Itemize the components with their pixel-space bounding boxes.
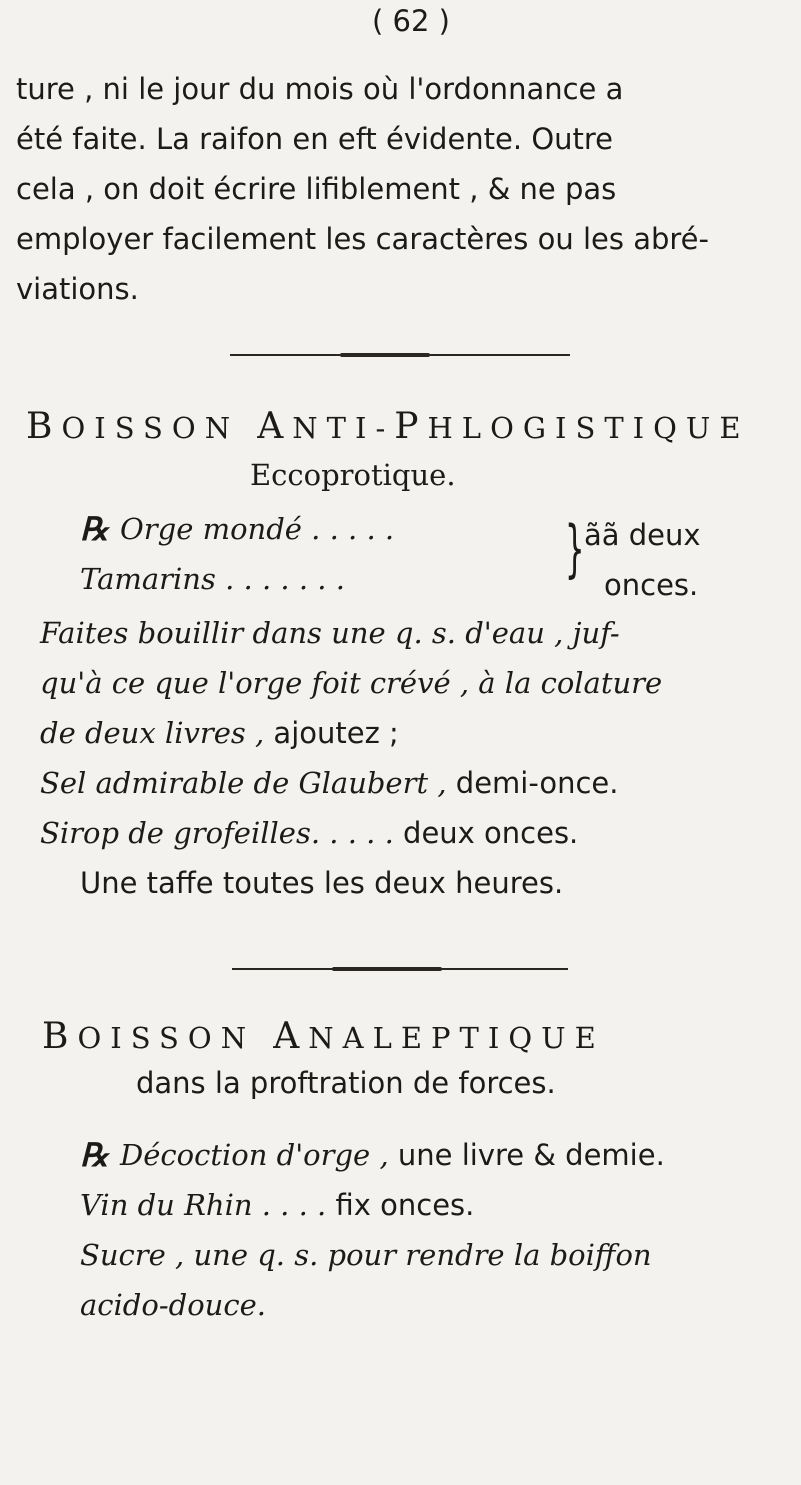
dose-deux: ãã deux	[584, 518, 701, 552]
ingredient-tamarins: Tamarins . . . . . . .	[80, 562, 345, 596]
intro-line-1: ture , ni le jour du mois où l'ordonnance a	[16, 72, 624, 106]
ingredient-orge: Orge mondé . . . . .	[120, 512, 395, 546]
instruction-line-1: Faites bouillir dans une q. s. d'eau , juf-	[40, 616, 620, 650]
ingredient-sucre-cont: acido-douce.	[80, 1288, 266, 1322]
brace-icon: }	[564, 512, 585, 585]
rx-icon: ℞	[80, 510, 109, 548]
ingredient-decoction: Décoction d'orge , une livre & demie.	[120, 1138, 665, 1172]
instruction-line-3: de deux livres , ajoutez ;	[40, 716, 399, 750]
page-number: ( 62 )	[372, 4, 450, 38]
recipe-2-subtitle: dans la proftration de forces.	[136, 1066, 556, 1100]
instruction-line-2: qu'à ce que l'orge foit crévé , à la colature	[40, 666, 663, 700]
intro-line-2: été faite. La raifon en eft évidente. Outre	[16, 122, 614, 156]
ingredient-sel: Sel admirable de Glaubert , demi-once.	[40, 766, 619, 800]
ingredient-sucre: Sucre , une q. s. pour rendre la boiffon	[80, 1238, 652, 1272]
recipe-2-title: BOISSON ANALEPTIQUE	[42, 1016, 605, 1057]
ingredient-sirop: Sirop de grofeilles. . . . . deux onces.	[40, 816, 579, 850]
recipe-1-title: BOISSON ANTI-PHLOGISTIQUE	[26, 406, 750, 447]
recipe-1-subtitle: Eccoprotique.	[250, 458, 456, 492]
divider-rule-2	[232, 968, 568, 970]
intro-line-3: cela , on doit écrire lifiblement , & ne pas	[16, 172, 617, 206]
intro-line-4: employer facilement les caractères ou les abré-	[16, 222, 709, 256]
rx-icon: ℞	[80, 1136, 109, 1174]
dose-onces: onces.	[604, 568, 699, 602]
intro-line-5: viations.	[16, 272, 139, 306]
divider-rule-1	[230, 354, 570, 356]
dosage-note: Une taffe toutes les deux heures.	[80, 866, 564, 900]
ingredient-vin: Vin du Rhin . . . . fix onces.	[80, 1188, 475, 1222]
